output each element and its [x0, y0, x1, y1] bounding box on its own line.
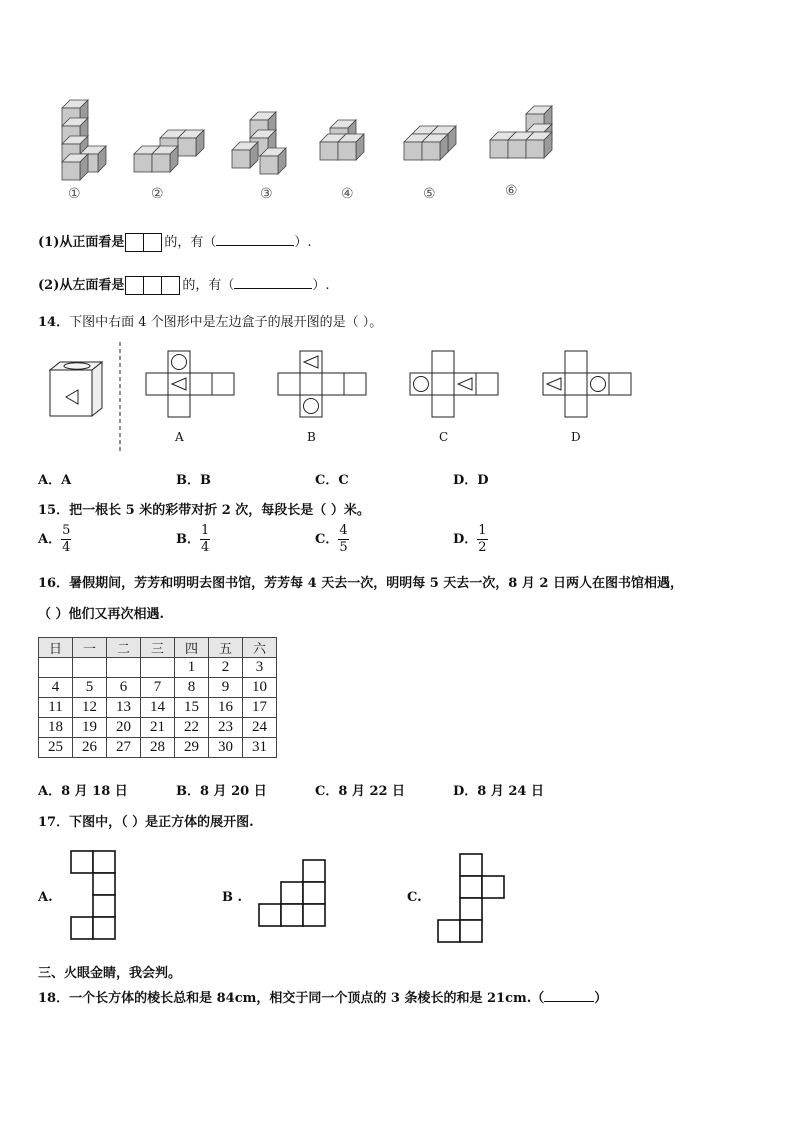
- calendar-cell: 21: [141, 718, 175, 738]
- calendar-row: [39, 678, 277, 698]
- q16-option-b[interactable]: B．8 月 20 日: [176, 784, 267, 799]
- stack-1: [62, 100, 106, 180]
- calendar-cell: 31: [243, 738, 277, 758]
- calendar-cell: 17: [243, 698, 277, 718]
- calendar-cell: 15: [175, 698, 209, 718]
- numerator: 5: [62, 523, 71, 538]
- q15-stem: [38, 499, 370, 518]
- cube-net-b: [259, 860, 325, 926]
- calendar-header-row: [39, 638, 277, 658]
- q16-stem-line1: [38, 572, 683, 591]
- q13-sub2: [38, 274, 330, 295]
- q13-sub1-answer-blank[interactable]: [216, 245, 294, 246]
- calendar-cell: [73, 658, 107, 678]
- q18-stem: [38, 987, 607, 1006]
- calendar-cell: 4: [39, 678, 73, 698]
- q13-sub1-suffix: 的，有（: [164, 235, 217, 250]
- net-label-d: D: [571, 430, 581, 444]
- calendar-row: [39, 658, 277, 678]
- weekday-fri: 五: [209, 638, 243, 658]
- q17-option-b-label[interactable]: B .: [222, 890, 243, 905]
- q14-option-c[interactable]: C．C: [315, 473, 349, 488]
- q14-option-d[interactable]: D．D: [453, 473, 489, 488]
- calendar-cell: 8: [175, 678, 209, 698]
- section-3-title: 三、火眼金睛，我会判。: [38, 966, 182, 981]
- box-figure: [50, 362, 102, 416]
- q15-option-d-letter: D．: [453, 532, 478, 547]
- calendar-cell: 27: [107, 738, 141, 758]
- denominator: 5: [339, 540, 348, 555]
- calendar-cell: 16: [209, 698, 243, 718]
- q15-text: 把一根长 5 米的彩带对折 2 次，每段长是（ ）米。: [69, 503, 370, 518]
- figure-label-6: ⑥: [505, 183, 518, 199]
- weekday-tue: 二: [107, 638, 141, 658]
- calendar-row: [39, 698, 277, 718]
- calendar-cell: 9: [209, 678, 243, 698]
- q15-option-b[interactable]: [176, 524, 210, 555]
- q15-option-c[interactable]: [315, 524, 349, 555]
- calendar-row: [39, 738, 277, 758]
- denominator: 4: [62, 540, 71, 555]
- calendar-cell: 22: [175, 718, 209, 738]
- calendar-row: [39, 718, 277, 738]
- q13-sub1-end: ）.: [294, 235, 312, 250]
- q14-option-b[interactable]: B．B: [176, 473, 211, 488]
- calendar-cell: 14: [141, 698, 175, 718]
- q18-text: 一个长方体的棱长总和是 84cm，相交于同一个顶点的 3 条棱长的和是 21cm.（: [69, 991, 545, 1006]
- cube-net-c: [438, 854, 504, 942]
- numerator: 4: [339, 523, 348, 538]
- denominator: 4: [201, 540, 210, 555]
- net-label-c: C: [439, 430, 449, 444]
- denominator: 2: [478, 540, 487, 555]
- net-label-b: B: [307, 430, 316, 444]
- q15-option-a[interactable]: [38, 524, 71, 555]
- q13-sub2-end: ）.: [312, 278, 330, 293]
- calendar-cell: 30: [209, 738, 243, 758]
- net-label-a: A: [175, 430, 184, 444]
- three-square-view-icon: [126, 276, 180, 295]
- weekday-sun: 日: [39, 638, 73, 658]
- figure-label-2: ②: [151, 186, 164, 202]
- q16-option-d[interactable]: D．8 月 24 日: [453, 784, 544, 799]
- calendar-cell: 1: [175, 658, 209, 678]
- calendar-cell: 19: [73, 718, 107, 738]
- calendar-cell: 18: [39, 718, 73, 738]
- calendar-cell: 28: [141, 738, 175, 758]
- net-b: [278, 351, 366, 417]
- q15-option-c-letter: C．: [315, 532, 339, 547]
- calendar-cell: 20: [107, 718, 141, 738]
- q17-option-c-label[interactable]: C.: [407, 890, 422, 905]
- q16-option-a[interactable]: A．8 月 18 日: [38, 784, 128, 799]
- calendar-cell: 26: [73, 738, 107, 758]
- calendar-cell: 6: [107, 678, 141, 698]
- calendar-cell: [39, 658, 73, 678]
- figure-label-1: ①: [68, 186, 81, 202]
- q14-text: 下图中右面 4 个图形中是左边盒子的展开图的是（ ）。: [69, 315, 383, 330]
- q16-text1: 暑假期间，芳芳和明明去图书馆，芳芳每 4 天去一次，明明每 5 天去一次，8 月 2 日两人在图书馆相遇，: [69, 576, 683, 591]
- two-square-view-icon: [126, 233, 162, 252]
- calendar-cell: 2: [209, 658, 243, 678]
- calendar-cell: 13: [107, 698, 141, 718]
- calendar-cell: 23: [209, 718, 243, 738]
- net-c: [410, 351, 498, 417]
- fraction: [61, 524, 71, 555]
- q16-option-c[interactable]: C．8 月 22 日: [315, 784, 406, 799]
- q15-number: 15．: [38, 503, 70, 518]
- cube-nets-figure: [60, 845, 520, 945]
- q14-stem: [38, 311, 382, 330]
- numerator: 1: [478, 523, 487, 538]
- calendar-cell: 3: [243, 658, 277, 678]
- q13-sub2-prefix: (2)从左面看是: [38, 278, 125, 293]
- net-d: [543, 351, 631, 417]
- calendar-cell: [141, 658, 175, 678]
- calendar-cell: 24: [243, 718, 277, 738]
- calendar-cell: 12: [73, 698, 107, 718]
- calendar-cell: 7: [141, 678, 175, 698]
- q14-number: 14．: [38, 315, 70, 330]
- figure-label-4: ④: [341, 186, 354, 202]
- weekday-thu: 四: [175, 638, 209, 658]
- fraction: [200, 524, 210, 555]
- q14-option-a[interactable]: A．A: [38, 473, 72, 488]
- q17-number: 17．: [38, 815, 70, 830]
- q17-option-a-label[interactable]: A.: [38, 890, 53, 905]
- q15-option-a-letter: A．: [38, 532, 62, 547]
- q18-answer-blank[interactable]: [544, 1001, 594, 1002]
- q13-sub1: [38, 231, 312, 252]
- weekday-wed: 三: [141, 638, 175, 658]
- calendar-cell: [107, 658, 141, 678]
- q16-stem-line2: （ ）他们又再次相遇.: [38, 607, 165, 622]
- august-calendar: [38, 637, 277, 758]
- fraction: [477, 524, 487, 555]
- cube-net-a: [71, 851, 115, 939]
- stack-5: [404, 126, 456, 160]
- fraction: [338, 524, 348, 555]
- weekday-mon: 一: [73, 638, 107, 658]
- figure-label-5: ⑤: [423, 186, 436, 202]
- calendar-cell: 11: [39, 698, 73, 718]
- calendar-cell: 29: [175, 738, 209, 758]
- q17-stem: [38, 811, 254, 830]
- q13-sub1-prefix: (1)从正面看是: [38, 235, 125, 250]
- q15-option-b-letter: B．: [176, 532, 200, 547]
- stack-6: [490, 106, 552, 158]
- numerator: 1: [201, 523, 210, 538]
- stack-3: [232, 112, 286, 174]
- q13-sub2-suffix: 的，有（: [182, 278, 235, 293]
- q16-number: 16．: [38, 576, 70, 591]
- stack-2: [134, 130, 204, 172]
- q18-number: 18．: [38, 991, 70, 1006]
- q15-option-d[interactable]: [453, 524, 488, 555]
- cube-stacks-figure: [30, 90, 570, 210]
- calendar-cell: 10: [243, 678, 277, 698]
- box-nets-figure: [40, 340, 650, 455]
- calendar-cell: 25: [39, 738, 73, 758]
- figure-label-3: ③: [260, 186, 273, 202]
- calendar-cell: 5: [73, 678, 107, 698]
- q13-sub2-answer-blank[interactable]: [234, 288, 312, 289]
- q17-text: 下图中，（ ）是正方体的展开图.: [69, 815, 254, 830]
- weekday-sat: 六: [243, 638, 277, 658]
- net-a: [146, 351, 234, 417]
- stack-4: [320, 120, 364, 160]
- q18-end: ）: [594, 991, 608, 1006]
